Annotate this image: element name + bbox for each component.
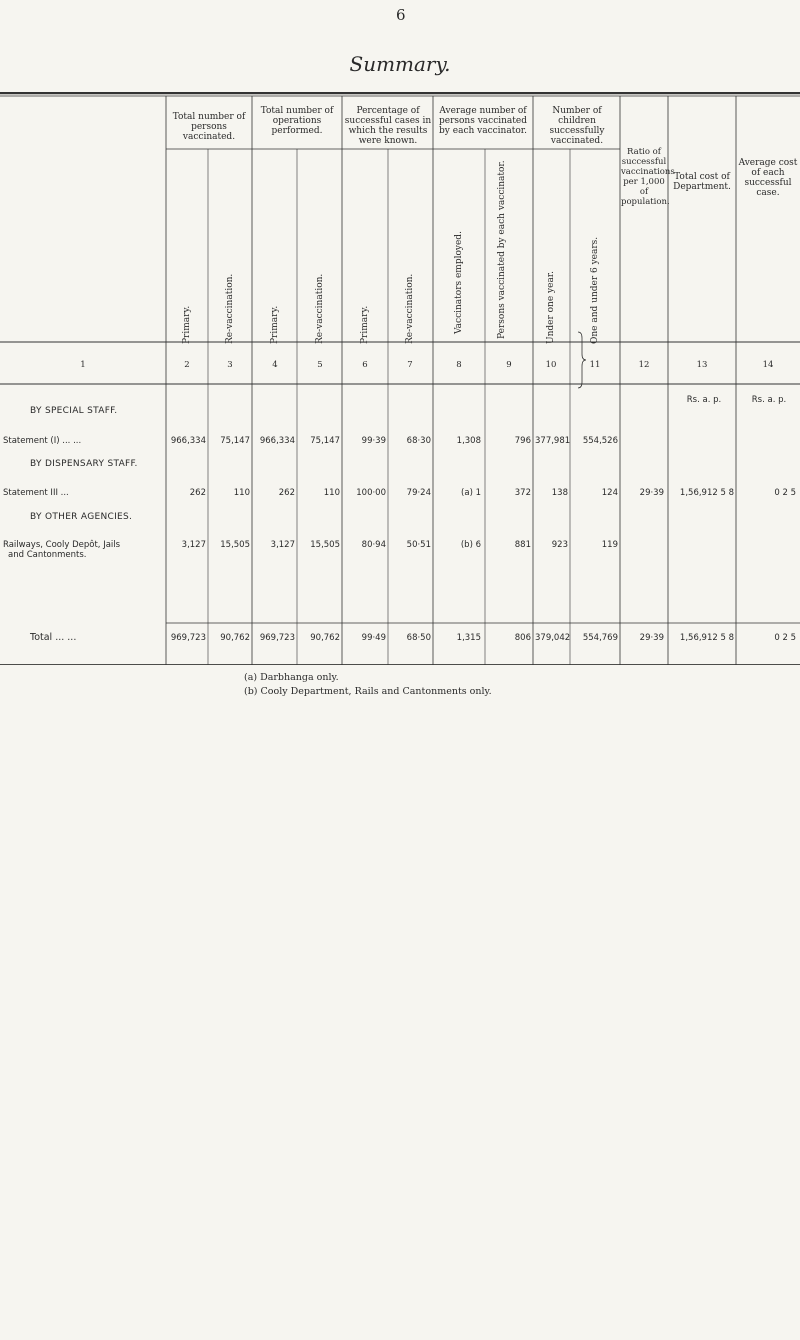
cell: 15,505 (310, 540, 340, 550)
cell: 1,315 (456, 633, 481, 643)
col-header-primary: Primary. (270, 305, 280, 344)
cell-avg-cost-merged: 0 2 5 (774, 488, 796, 498)
col-number: 11 (589, 360, 601, 370)
cell: 100·00 (356, 488, 386, 498)
cell: 372 (514, 488, 531, 498)
cell: 29·39 (639, 633, 664, 643)
footnote-b: (b) Cooly Department, Rails and Cantonments only. (244, 686, 492, 697)
cell: 379,042 (535, 633, 571, 643)
cell-total-cost-merged: 1,56,912 5 8 (679, 488, 734, 498)
col-number: 2 (184, 360, 190, 370)
col-number: 4 (272, 360, 278, 370)
cell: 15,505 (220, 540, 250, 550)
cell: 75,147 (310, 436, 340, 446)
cell: 3,127 (270, 540, 295, 550)
section-other-agencies: BY OTHER AGENCIES. (30, 512, 133, 522)
cell: 1,56,912 5 8 (679, 633, 734, 643)
col-header-total-cost: Total cost of Department. (673, 172, 731, 192)
col-number: 12 (638, 360, 650, 370)
cell: 90,762 (220, 633, 250, 643)
section-dispensary-staff: BY DISPENSARY STAFF. (30, 459, 138, 469)
cell: 796 (514, 436, 531, 446)
row-label-continued: and Cantonments. (8, 550, 87, 560)
col-number: 9 (506, 360, 512, 370)
col-header-under-one-year: Under one year. (546, 271, 556, 344)
col-number: 8 (456, 360, 462, 370)
cell: 119 (601, 540, 618, 550)
cell: 262 (189, 488, 206, 498)
cell: 50·51 (406, 540, 431, 550)
cell: 923 (551, 540, 568, 550)
col-header-revaccination: Re-vaccination. (405, 273, 415, 344)
col-number: 14 (762, 360, 774, 370)
cell: 68·50 (406, 633, 431, 643)
cell: 969,723 (259, 633, 295, 643)
cell: 79·24 (406, 488, 431, 498)
cell: 1,308 (456, 436, 481, 446)
col-header-primary: Primary. (182, 305, 192, 344)
cell: 966,334 (170, 436, 206, 446)
cell: (b) 6 (460, 540, 481, 550)
cell: 969,723 (170, 633, 206, 643)
col-number: 13 (696, 360, 708, 370)
col-header-revaccination: Re-vaccination. (315, 273, 325, 344)
cell: 75,147 (220, 436, 250, 446)
cell: 806 (514, 633, 531, 643)
cell: 966,334 (259, 436, 295, 446)
cell: 80·94 (361, 540, 386, 550)
cell: 138 (551, 488, 568, 498)
col-header-revaccination: Re-vaccination. (225, 273, 235, 344)
currency-unit: Rs. a. p. (751, 395, 787, 405)
col-header-average-cost: Average cost of each successful case. (738, 158, 798, 198)
col-header-one-under-six: One and under 6 years. (590, 236, 600, 344)
col-number: 5 (317, 360, 323, 370)
cell: 881 (514, 540, 531, 550)
col-header-primary: Primary. (360, 305, 370, 344)
header-average-persons: Average number of persons vaccinated by each vaccinator. (439, 106, 527, 136)
cell: 110 (323, 488, 340, 498)
cell: 110 (233, 488, 250, 498)
cell: 99·49 (361, 633, 386, 643)
currency-unit: Rs. a. p. (686, 395, 722, 405)
cell: 0 2 5 (774, 633, 796, 643)
cell: 377,981 (535, 436, 571, 446)
header-percentage-successful: Percentage of successful cases in which the results were known. (344, 106, 432, 146)
col-number: 10 (545, 360, 557, 370)
col-header-persons-each-vaccinator: Persons vaccinated by each vaccinator. (497, 160, 507, 339)
row-label: Railways, Cooly Depôt, Jails (3, 540, 121, 550)
row-label: Statement (I) ... ... (3, 436, 82, 446)
cell: (a) 1 (461, 488, 481, 498)
col-header-vaccinators-employed: Vaccinators employed. (454, 231, 464, 334)
page-title: Summary. (349, 52, 451, 76)
row-label-total: Total ... ... (30, 632, 77, 643)
cell: 99·39 (361, 436, 386, 446)
cell: 90,762 (310, 633, 340, 643)
cell: 124 (601, 488, 618, 498)
cell: 554,526 (582, 436, 618, 446)
col-number: 7 (407, 360, 413, 370)
cell: 3,127 (181, 540, 206, 550)
col-number: 6 (362, 360, 368, 370)
cell: 68·30 (406, 436, 431, 446)
row-label: Statement III ... (3, 488, 69, 498)
header-children-vaccinated: Number of children successfully vaccinated. (549, 106, 605, 146)
cell: 262 (278, 488, 295, 498)
page-number: 6 (396, 6, 406, 24)
summary-table (0, 92, 800, 665)
section-special-staff: BY SPECIAL STAFF. (30, 406, 118, 416)
col-number: 3 (227, 360, 233, 370)
header-total-persons: Total number of persons vaccinated. (172, 112, 246, 142)
cell: 554,769 (582, 633, 618, 643)
col-header-ratio: Ratio of successful vaccinations per 1,000 of population. (621, 147, 675, 207)
header-total-operations: Total number of operations performed. (260, 106, 334, 136)
col-number: 1 (80, 360, 86, 370)
footnote-a: (a) Darbhanga only. (244, 672, 339, 683)
cell-ratio-merged: 29·39 (639, 488, 664, 498)
